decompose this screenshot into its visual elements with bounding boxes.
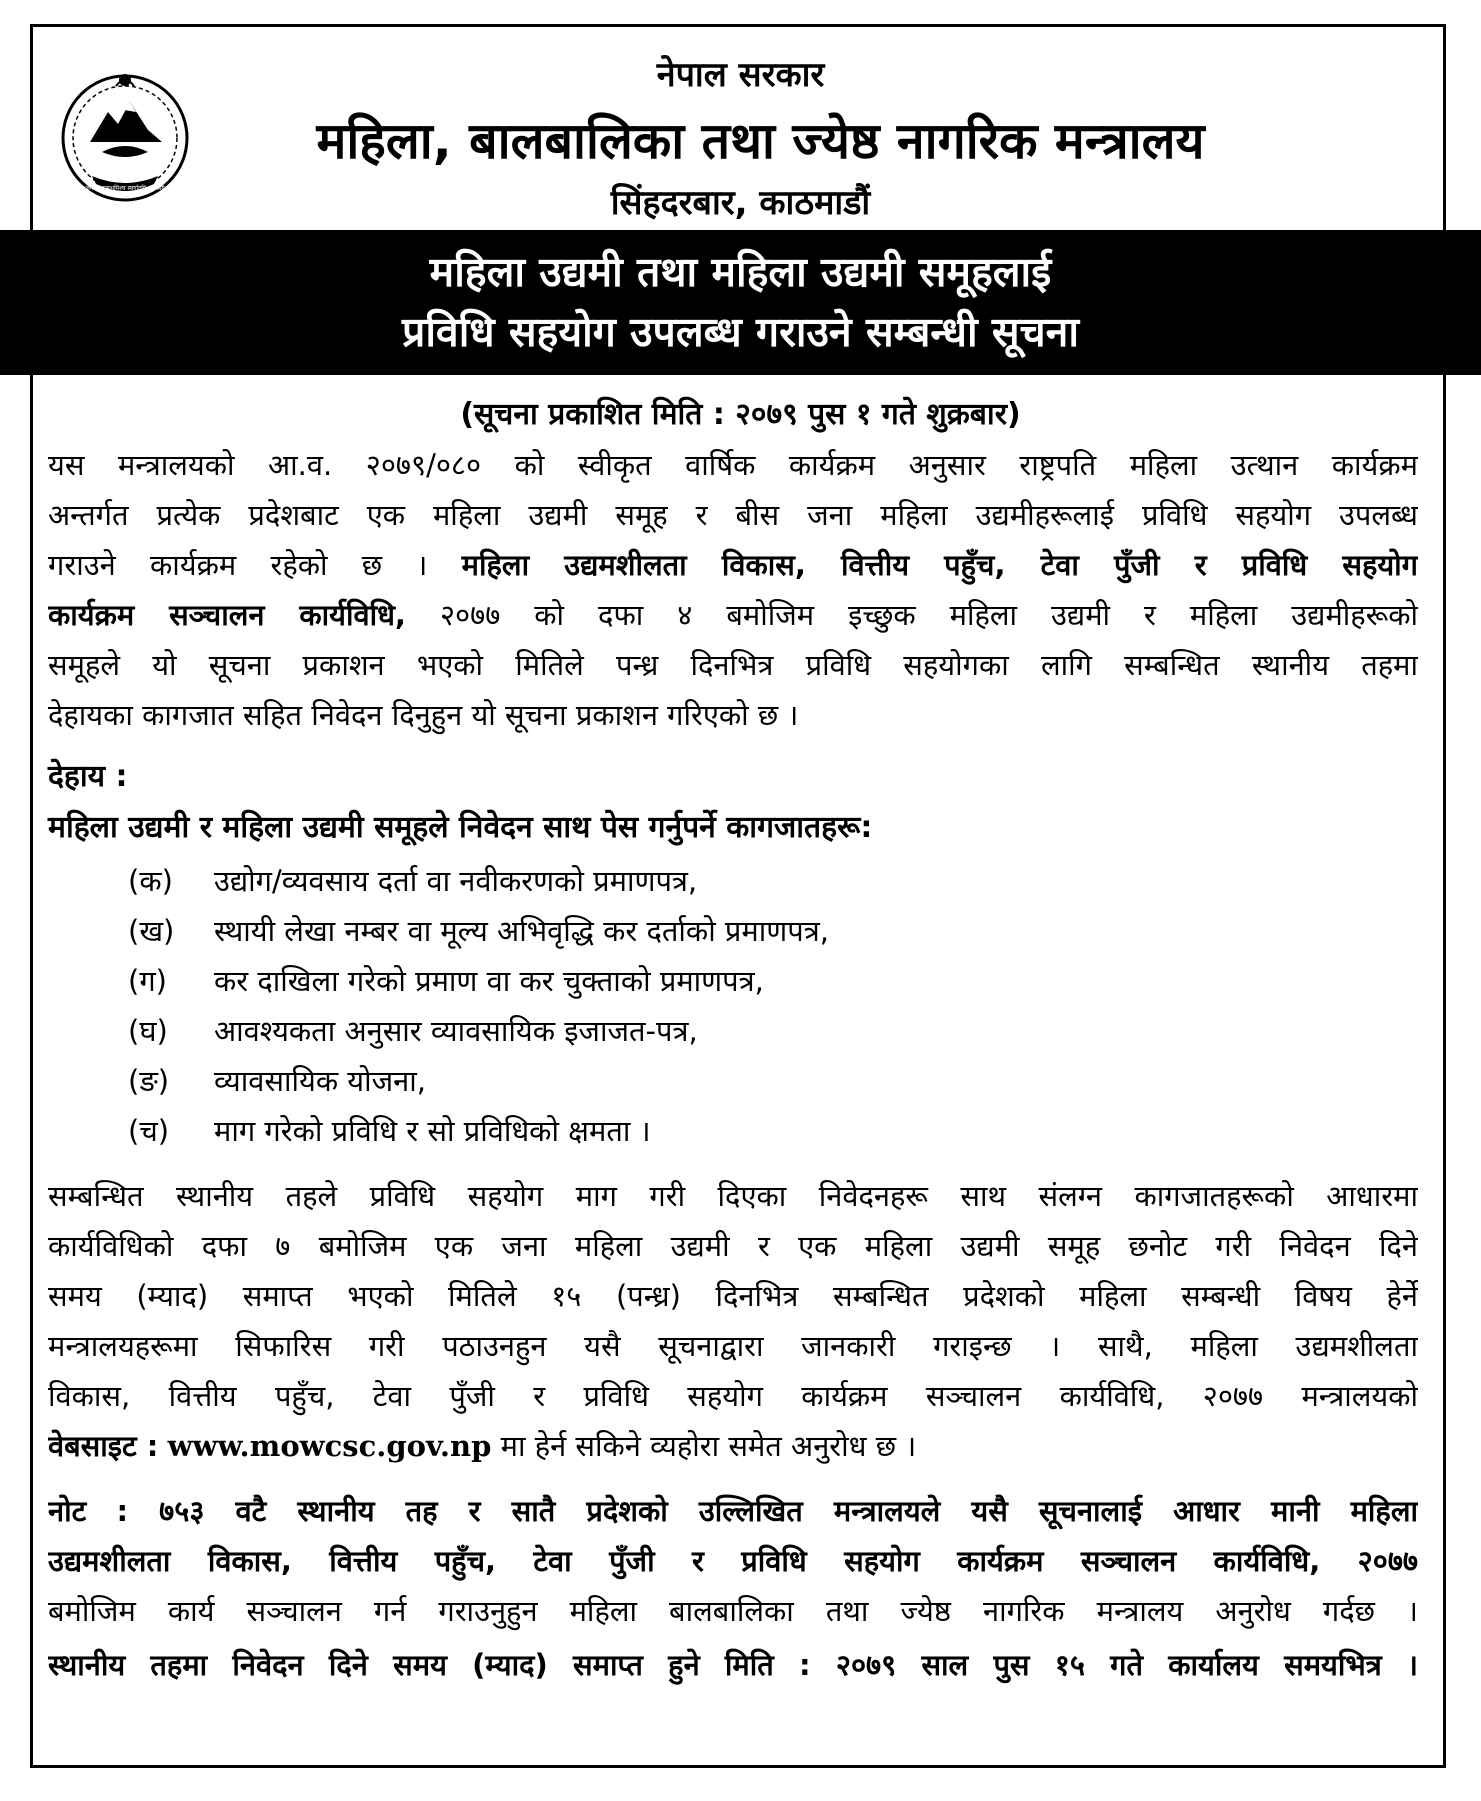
- list-item-label: (क): [128, 864, 173, 898]
- note-line-2: उद्यमशीलता विकास, वित्तीय पहुँच, टेवा पुँजी र प्रविधि सहयोग कार्यक्रम सञ्चालन कार्यविधि, २०७७: [48, 1544, 1418, 1578]
- intro-paragraph: [48, 440, 1418, 740]
- intro-line-1: यस मन्त्रालयको आ.व. २०७९/०८० को स्वीकृत वार्षिक कार्यक्रम अनुसार राष्ट्रपति महिला उत्थान कार्यक्रम: [48, 448, 1418, 482]
- list-item: [128, 1106, 651, 1156]
- notice-title-banner: [0, 230, 1481, 375]
- note-line-1-text: : ७५३ वटै स्थानीय तह र सातै प्रदेशको उल्लिखित मन्त्रालयले यसै सूचनालाई आधार मानी महिला: [116, 1494, 1418, 1528]
- list-item: [128, 1056, 426, 1106]
- publication-date: (सूचना प्रकाशित मिति : २०७९ पुस १ गते शुक्रबार): [460, 397, 1021, 432]
- list-item-text: कर दाखिला गरेको प्रमाण वा कर चुक्ताको प्रमाणपत्र,: [214, 964, 764, 998]
- second-line-6: [48, 1421, 1418, 1471]
- list-item-text: स्थायी लेखा नम्बर वा मूल्य अभिवृद्धि कर दर्ताको प्रमाणपत्र,: [214, 914, 829, 948]
- procedure-name-part-2: कार्यक्रम सञ्चालन कार्यविधि,: [48, 598, 406, 632]
- intro-line-4: [48, 590, 1418, 640]
- documents-heading: महिला उद्यमी र महिला उद्यमी समूहले निवेदन साथ पेस गर्नुपर्ने कागजातहरू:: [48, 810, 873, 845]
- emblem-motto: जननी जन्मभूमिश्च स्वर्गादपि गरीयसी: [85, 185, 165, 192]
- list-item: [128, 956, 764, 1006]
- government-name: नेपाल सरकार: [656, 55, 825, 95]
- list-item-label: (ख): [128, 914, 175, 948]
- note-line-3: बमोजिम कार्य सञ्चालन गर्न गराउनुहुन महिला बालबालिका तथा ज्येष्ठ नागरिक मन्त्रालय अनुरोध गर्दछ ।: [48, 1594, 1418, 1628]
- second-line-4: मन्त्रालयहरूमा सिफारिस गरी पठाउनहुन यसै सूचनाद्वारा जानकारी गराइन्छ । साथै, महिला उद्यमशीलता: [48, 1329, 1418, 1363]
- deadline-line: स्थानीय तहमा निवेदन दिने समय (म्याद) समाप्त हुने मिति : २०७९ साल पुस १५ गते कार्यालय समयभित्र ।: [48, 1648, 1418, 1682]
- ministry-name: महिला, बालबालिका तथा ज्येष्ठ नागरिक मन्त्रालय: [316, 112, 1205, 170]
- ministry-address: सिंहदरबार, काठमाडौं: [610, 183, 871, 223]
- second-line-5: विकास, वित्तीय पहुँच, टेवा पुँजी र प्रविधि सहयोग कार्यक्रम सञ्चालन कार्यविधि, २०७७ मन्त्रालयको: [48, 1379, 1418, 1413]
- deadline-paragraph: [48, 1640, 1418, 1690]
- list-item-text: आवश्यकता अनुसार व्यावसायिक इजाजत-पत्र,: [214, 1014, 698, 1048]
- procedure-name-part-1: महिला उद्यमशीलता विकास, वित्तीय पहुँच, टेवा पुँजी र प्रविधि सहयोग: [461, 548, 1418, 582]
- intro-line-5: समूहले यो सूचना प्रकाशन भएको मितिले पन्ध्र दिनभित्र प्रविधि सहयोगका लागि सम्बन्धित स्थानीय तहमा: [48, 648, 1418, 682]
- title-line-2: प्रविधि सहयोग उपलब्ध गराउने सम्बन्धी सूचना: [401, 308, 1080, 356]
- intro-line-3: [48, 540, 1418, 590]
- list-item: [128, 906, 829, 956]
- second-paragraph: [48, 1171, 1418, 1471]
- list-item-label: (च): [128, 1114, 170, 1148]
- intro-line-2: अन्तर्गत प्रत्येक प्रदेशबाट एक महिला उद्यमी समूह र बीस जना महिला उद्यमीहरूलाई प्रविधि सहयोग उपलब्ध: [48, 498, 1418, 532]
- note-line-1: [48, 1486, 1418, 1536]
- list-item: [128, 1006, 698, 1056]
- website-url: www.mowcsc.gov.np: [167, 1429, 492, 1463]
- list-item: [128, 856, 697, 906]
- intro-line-6: देहायका कागजात सहित निवेदन दिनुहुन यो सूचना प्रकाशन गरिएको छ ।: [48, 698, 799, 732]
- second-line-2: कार्यविधिको दफा ७ बमोजिम एक जना महिला उद्यमी र एक महिला उद्यमी समूह छनोट गरी निवेदन दिने: [48, 1229, 1418, 1263]
- list-item-label: (ग): [128, 964, 167, 998]
- list-item-text: व्यावसायिक योजना,: [214, 1064, 426, 1098]
- dehay-label: देहाय :: [48, 759, 128, 794]
- note-label: नोट: [48, 1494, 87, 1528]
- intro-line-4-text: २०७७ को दफा ४ बमोजिम इच्छुक महिला उद्यमी र महिला उद्यमीहरूको: [439, 598, 1418, 632]
- intro-line-3-text: गराउने कार्यक्रम रहेको छ ।: [48, 548, 428, 582]
- second-line-1: सम्बन्धित स्थानीय तहले प्रविधि सहयोग माग गरी दिएका निवेदनहरू साथ संलग्न कागजातहरूको आधारमा: [48, 1179, 1418, 1213]
- website-line-text: मा हेर्न सकिने व्यहोरा समेत अनुरोध छ ।: [500, 1429, 917, 1463]
- list-item-label: (ङ): [128, 1064, 170, 1098]
- list-item-text: उद्योग/व्यवसाय दर्ता वा नवीकरणको प्रमाणपत्र,: [214, 864, 698, 898]
- second-line-3: समय (म्याद) समाप्त भएको मितिले १५ (पन्ध्र) दिनभित्र सम्बन्धित प्रदेशको महिला सम्बन्धी विषय हेर्ने: [48, 1279, 1418, 1313]
- note-paragraph: [48, 1486, 1418, 1636]
- title-line-1: महिला उद्यमी तथा महिला उद्यमी समूहलाई: [429, 248, 1052, 296]
- list-item-text: माग गरेको प्रविधि र सो प्रविधिको क्षमता ।: [214, 1114, 651, 1148]
- website-label: वेबसाइट :: [48, 1429, 159, 1463]
- list-item-label: (घ): [128, 1014, 168, 1048]
